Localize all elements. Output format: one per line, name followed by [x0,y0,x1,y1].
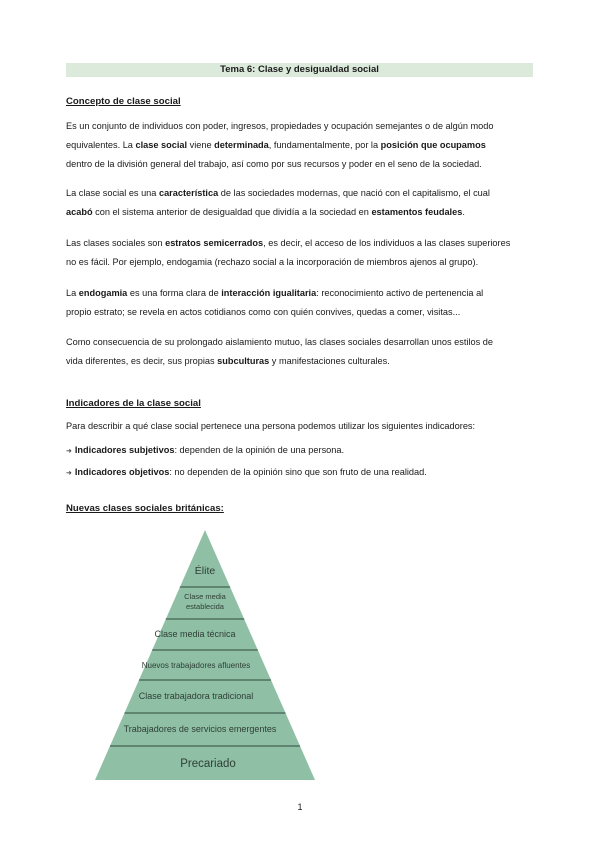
paragraph-line: La endogamia es una forma clara de interacción igualitaria: reconocimiento activo de pertenencia al [66,288,484,298]
list-item: ➜ Indicadores objetivos: no dependen de la opinión sino que son fruto de una realidad. [66,467,427,477]
paragraph-line: dentro de la división general del trabajo, así como por sus recursos y poder en el seno de la sociedad. [66,159,482,169]
pyramid-level-label: Clase trabajadora tradicional [138,691,254,701]
pyramid-level-label: establecida [186,602,224,611]
section-heading-nuevas-clases: Nuevas clases sociales británicas: [66,503,224,514]
pyramid-level-label: Clase media [184,592,226,601]
section-heading-indicadores: Indicadores de la clase social [66,398,201,409]
paragraph-line: no es fácil. Por ejemplo, endogamia (rechazo social a la incorporación de miembros ajenos al grupo). [66,257,479,267]
paragraph-line: acabó con el sistema anterior de desigualdad que dividía a la sociedad en estamentos feudales. [66,207,465,217]
document-title-text: Tema 6: Clase y desigualdad social [220,64,379,75]
paragraph-line: Como consecuencia de su prolongado aislamiento mutuo, las clases sociales desarrollan unos estilos de [66,337,493,347]
list-item: ➜ Indicadores subjetivos: dependen de la opinión de una persona. [66,445,345,455]
paragraph-line: Es un conjunto de individuos con poder, ingresos, propiedades y ocupación semejantes o de algún modo [66,121,494,131]
paragraph-line: vida diferentes, es decir, sus propias subculturas y manifestaciones culturales. [66,356,390,366]
arrow-bullet-icon: ➜ [66,470,72,477]
arrow-bullet-icon: ➜ [66,448,72,455]
paragraph-line: Las clases sociales son estratos semicerrados, es decir, el acceso de los individuos a las clases superiores [66,238,511,248]
pyramid-level-label: Clase media técnica [154,629,236,639]
pyramid-level-label: Trabajadores de servicios emergentes [123,724,277,734]
pyramid-level-label: Élite [194,565,216,577]
section-heading-concepto: Concepto de clase social [66,96,181,107]
paragraph-line: equivalentes. La clase social viene determinada, fundamentalmente, por la posición que ocupamos [66,140,486,150]
pyramid-level-label: Precariado [180,758,236,770]
pyramid-level-label: Nuevos trabajadores afluentes [141,661,251,670]
paragraph-line: propio estrato; se revela en actos cotidianos como con quién convives, quedas a comer, visitas... [66,307,461,317]
page-number: 1 [297,802,303,812]
paragraph-line: La clase social es una característica de las sociedades modernas, que nació con el capitalismo, el cual [66,188,490,198]
paragraph-line: Para describir a qué clase social pertenece una persona podemos utilizar los siguientes indicadores: [66,421,476,431]
